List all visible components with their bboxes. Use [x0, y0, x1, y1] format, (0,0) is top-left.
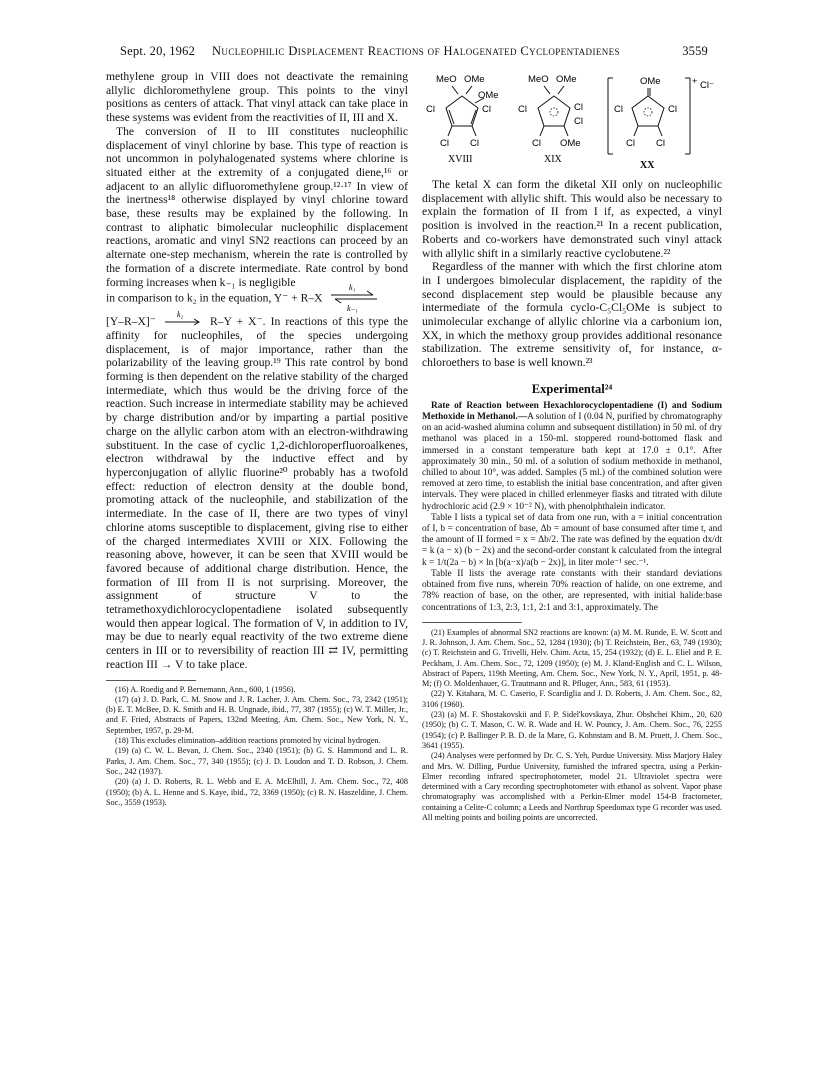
left-column	[106, 70, 408, 808]
xviii-cl-left: Cl	[426, 104, 435, 115]
experimental-paragraph-1-text: A solution of I (0.04 N, purified by chromatography on an acid-washed alumina column and subsequent distillation) in 50 ml. of dry methanol was placed in a 150-ml. stoppered round-bottomed flask and immersed in a constant temperature bath kept at 17.0 ± 0.1°. After approximately 30 min., 50 ml. of a solution of sodium methoxide in methanol, chilled to about 10°, was added. Samples (5 ml.) of the combined solution were removed at zero time, to establish the initial base concentration, and after given intervals. They were placed in chilled erlenmeyer flasks and titrated with dilute hydrochloric acid (2.9 × 10⁻² N), with phenolphthalein indicator.	[422, 412, 722, 512]
footnote-rule-left	[106, 680, 196, 681]
right-paragraph-2: Regardless of the manner with which the first chlorine atom in I undergoes bimolecular displacement, the rapidity of the second displacement step would be plausible because any intermediate of the formula cyclo-C₅Cl₅OMe is subject to unimolecular exchange of allylic chlorine via a carbonium ion, XX, in which the methoxy group provides additional resonance stabilization. The extreme sensitivity of, for instance, α-chloroethers to base is well known.²³	[422, 260, 722, 370]
right-paragraph-1: The ketal X can form the diketal XII only on nucleophilic displacement with allylic shift. This would also be necessary to explain the formation of II from I if, as expected, a vinyl position is involved in the reaction.²¹ In a recent publication, Roberts and co-workers have demonstrated such vinyl attack with allylic shift in a similarly reactive cyclobutene.²²	[422, 178, 722, 260]
footnote-22: (22) Y. Kitahara, M. C. Caserio, F. Scardiglia and J. D. Roberts, J. Am. Chem. Soc., 82, 3106 (1960).	[422, 689, 722, 709]
rate-k-minus-1: k₋₁	[347, 304, 359, 314]
xviii-label: XVIII	[448, 154, 473, 165]
xx-counterion: Cl⁻	[700, 80, 714, 91]
forward-arrow	[161, 309, 205, 328]
left-paragraph-1: methylene group in VIII does not deactivate the remaining allylic dichloromethylene group. This points to the vinyl positions as centers of attack. That vinyl attack can take place in these systems was evident from the reactivities of II, III and X.	[106, 70, 408, 125]
left-paragraph-3-text: In reactions of this type the affinity for nucleophiles, of the species undergoing displacement, is of major importance, rather than the polarizability of the leaving group.¹⁹ This rate control by bond forming is then dependent on the relative stability of the charged intermediate, which thus would be the driving force of the reaction. Such increase in intermediate stability may be achieved by charge distribution and/or by imparting a partial positive charge on the allylic carbon atom with an electron-withdrawing substituent. In the case of cyclic 1,2-dichloroperfluoroalkenes, electron withdrawal by the inductive effect and by hyperconjugation of allylic fluorine²⁰ probably has a twofold effect: reduction of electron density at the double bond, promoting attack of the nucleophile, and stabilization of the intermediate. In the case of II, there are two types of vinyl chlorine atoms susceptible to displacement, giving rise to either of the charged intermediates XVIII or XIX. Following the reasoning above, however, it can be seen that XVIII would be favored because of additional charge distribution. Hence, the formation of III from II is not surprising. Moreover, the assignment of structure V to the tetramethoxydichlorocyclopentadiene isolated subsequently would then appear logical. The formation of V, in addition to IV, may be due to nearly equal reactivity of the two extreme diene centers in III or to reversibility of reaction III ⇄ IV, permitting reaction III → V to take place.	[106, 315, 408, 671]
experimental-paragraph-2: Table I lists a typical set of data from one run, with a = initial concentration of I, b = concentration of base, Δb = amount of base consumed after time t, and the amount of II formed = x = Δb/2. The rate was defined by the equation dx/dt = k (a − x) (b − 2x) and the second-order constant k calculated from the integral k = 1/t(2a − b) × ln [b(a−x)/a(b − 2x)], in liter mole⁻¹ sec.⁻¹.	[422, 512, 722, 568]
xix-cl-right: Cl	[574, 102, 583, 113]
left-paragraph-2: The conversion of II to III constitutes nucleophilic displacement of vinyl chlorine by base. This type of reaction is not uncommon in polyhalogenated systems where chlorine is situated either at the extremity of a conjugated diene,¹⁶ or adjacent to an allylic difluoromethylene group.¹²·¹⁷ In view of the inertness¹⁸ otherwise displayed by vinyl chlorine toward base, these results may be explained by the following. In contrast to aliphatic bimolecular nucleophilic displacement reactions, aromatic and vinyl SN2 reactions can proceed by an alternate one-step mechanism, wherein the rate is controlled by the formation of a discrete intermediate. Rate control by bond forming increases when k₋₁ is negligible	[106, 124, 408, 289]
structure-xix	[514, 70, 602, 174]
footnote-19: (19) (a) C. W. L. Bevan, J. Chem. Soc., 2340 (1951); (b) G. S. Hammond and L. R. Parks, J. Am. Chem. Soc., 77, 340 (1955); (c) J. D. Loudon and T. D. Robson, J. Chem. Soc., 242 (1937).	[106, 746, 408, 776]
xix-meo: MeO	[528, 74, 549, 85]
xix-cl-left: Cl	[518, 104, 527, 115]
xviii-meo: MeO	[436, 74, 457, 85]
rate-k1: k₁	[349, 283, 356, 293]
footnote-20: (20) (a) J. D. Roberts, R. L. Webb and E. A. McElhill, J. Am. Chem. Soc., 72, 408 (1950); (b) A. L. Henne and S. Kaye, ibid., 72, 3369 (1950); (c) R. N. Haszeldine, J. Chem. Soc., 3559 (1953).	[106, 777, 408, 807]
xx-cl-left: Cl	[614, 104, 623, 115]
footnote-18: (18) This excludes elimination–addition reactions promoted by vicinal hydrogen.	[115, 736, 381, 746]
structure-xviii	[422, 70, 510, 174]
xviii-cl-bl: Cl	[440, 138, 449, 149]
xix-ome-low: OMe	[560, 138, 581, 149]
equation-part-c: R–Y + X⁻.	[210, 315, 266, 329]
experimental-paragraph-1	[422, 401, 722, 513]
xviii-cl-br: Cl	[470, 138, 479, 149]
xx-cl-br: Cl	[656, 138, 665, 149]
xix-cl-right2: Cl	[574, 116, 583, 127]
footnote-17: (17) (a) J. D. Park, C. M. Snow and J. R. Lacher, J. Am. Chem. Soc., 73, 2342 (1951); (b) E. T. McBee, D. K. Smith and H. B. Ungnade, ibid., 77, 387 (1955); (c) W. T. Miller, Jr., and F. Fried, Abstracts of Papers, 132nd Meeting, Am. Chem. Soc., New York, N. Y., September, 1957, p. 29-M.	[106, 694, 408, 735]
footnotes-right	[422, 628, 722, 824]
header-title: Nucleophilic Displacement Reactions of Halogenated Cyclopentadienes	[212, 44, 620, 58]
xviii-cl-right: Cl	[482, 104, 491, 115]
xx-cl-right: Cl	[668, 104, 677, 115]
experimental-paragraph-3: Table II lists the average rate constants with their standard deviations obtained from five runs, wherein 70% reaction of halide, on one extreme, and 78% reaction of base, on the other, are represented, with initial halide:base concentrations of 1:3, 2:3, 1:1, 2:1 and 3:1, approximately. The	[422, 568, 722, 613]
footnote-21: (21) Examples of abnormal SN2 reactions are known: (a) M. M. Runde, E. W. Scott and J. R. Johnson, J. Am. Chem. Soc., 52, 1284 (1930); (b) T. Reichstein, Ber., 63, 749 (1930); (c) T. Reichstein and G. Trivelli, Helv. Chim. Acta, 15, 254 (1932); (d) E. L. Eliel and P. E. Peckham, J. Am. Chem. Soc., 72, 1209 (1950); (e) M. J. Kland-English and C. L. Wilson, Abstract of Papers, 119th Meeting, Am. Chem. Soc., New York, N. Y., April, 1951, p. 48-M; (f) O. Moldenhauer, G. Trautmann and R. Pfluger, Ann., 583, 61 (1953).	[422, 627, 722, 689]
experimental-run-title: Rate of Reaction between Hexachlorocyclopentadiene (I) and Sodium Methoxide in Methanol.—	[422, 400, 722, 423]
rate-k2: k₂	[176, 309, 184, 319]
xx-label: XX	[640, 160, 655, 171]
footnote-24: (24) Analyses were performed by Dr. C. S. Yeh, Purdue University. Miss Marjory Haley and Mrs. W. Dilling, Purdue University, furnished the infrared spectra, using a Perkin-Elmer recording infrared spectrophotometer, model 21. Ultraviolet spectra were determined with a Cary recording spectrophotometer with ethanol as solvent. Vapor phase chromatography was accomplished with a Perkin-Elmer model 154-B fractometer, containing a Celite-C column; a Leeds and Northrup Speedomax type G recorder was used. All melting points and boiling points are uncorrected.	[422, 751, 722, 823]
equation-part-a: in comparison to k₂ in the equation, Y⁻ + R–X	[106, 291, 323, 305]
xix-label: XIX	[544, 154, 562, 165]
equation-line-1	[106, 283, 408, 314]
right-column	[422, 70, 722, 823]
header-date: Sept. 20, 1962	[120, 44, 196, 58]
xix-cl-bl: Cl	[532, 138, 541, 149]
experimental-heading: Experimental²⁴	[531, 381, 613, 396]
xx-charge: +	[692, 76, 698, 86]
xx-cl-bl: Cl	[626, 138, 635, 149]
xviii-ome-side: OMe	[478, 90, 499, 101]
footnote-rule-right	[422, 622, 522, 623]
equation-part-b: [Y–R–X]⁻	[106, 315, 156, 329]
page-number: 3559	[682, 44, 708, 58]
footnotes-left	[106, 685, 408, 809]
xx-ome-top: OMe	[640, 76, 661, 87]
structure-row	[422, 70, 722, 174]
xviii-ome-top: OMe	[464, 74, 485, 85]
structure-xx	[604, 70, 722, 174]
xix-ome-top: OMe	[556, 74, 577, 85]
running-header	[120, 42, 708, 64]
equilibrium-arrow	[325, 283, 379, 314]
footnote-16: (16) A. Roedig and P. Bernemann, Ann., 600, 1 (1956).	[115, 684, 296, 694]
footnote-23: (23) (a) M. F. Shostakovskii and F. P. Sidel'kovskaya, Zhur. Obshchei Khim., 20, 620 (1950); (b) C. T. Mason, C. W. R. Wade and H. W. Pouncy, J. Am. Chem. Soc., 76, 2255 (1954); (c) P. Ballinger P. B. D. de la Mare, G. Kohnstam and B. M. Pruett, J. Chem. Soc., 3641 (1955).	[422, 710, 722, 750]
